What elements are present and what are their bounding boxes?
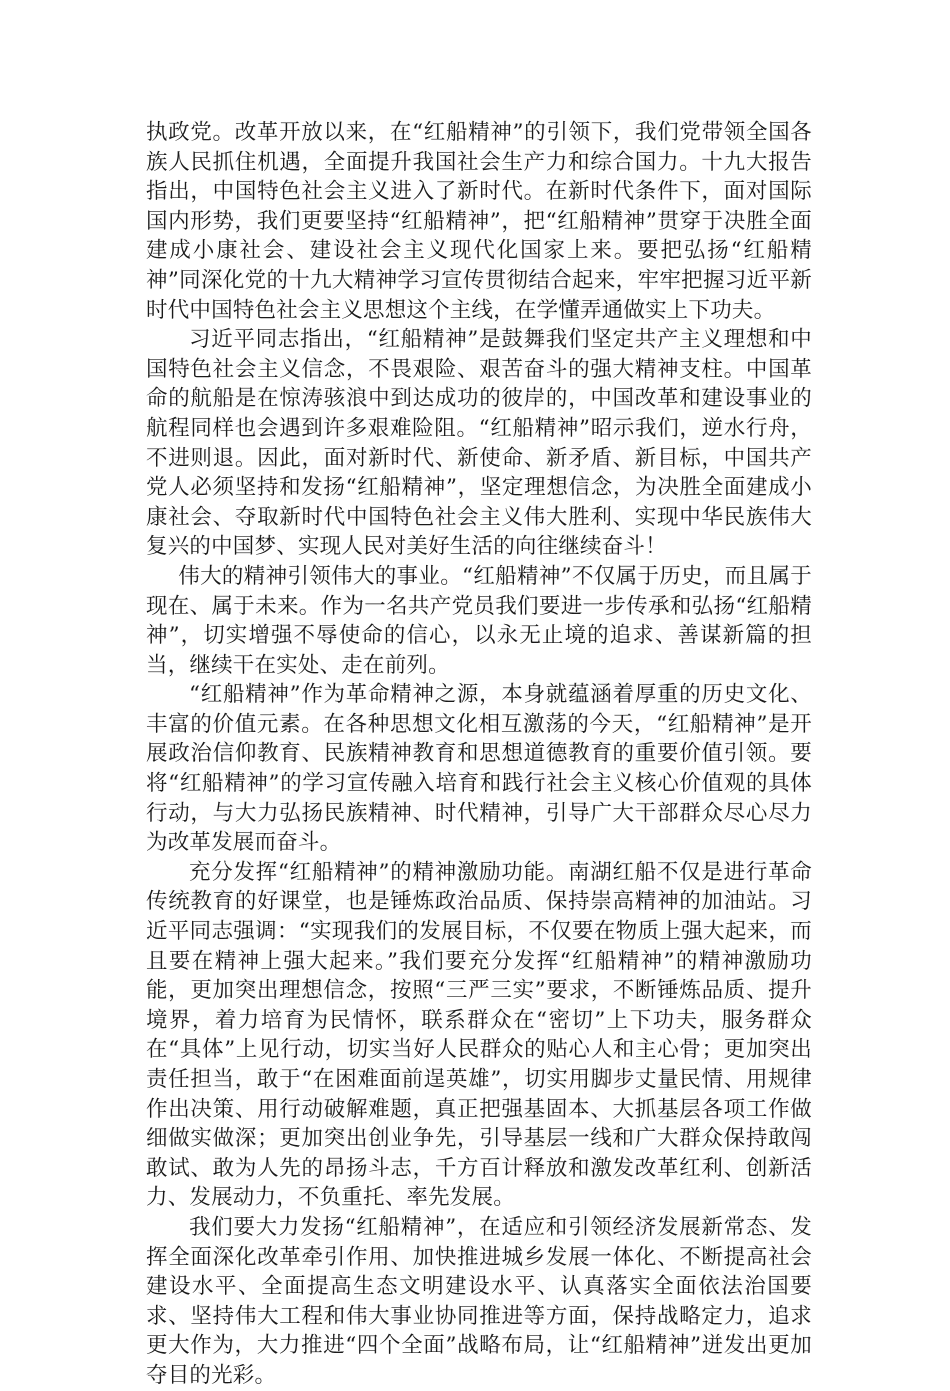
- document-body: [146, 118, 812, 1391]
- paragraph-great-spirit: 伟大的精神引领伟大的事业。“红船精神”不仅属于历史，而且属于现在、属于未来。作为一名共产党员我们要进一步传承和弘扬“红船精神”，切实增强不辱使命的信心，以永无止境的追求、善谋新篇的担当，继续干在实处、走在前列。: [146, 563, 812, 678]
- paragraph-continuation: 执政党。改革开放以来，在“红船精神”的引领下，我们党带领全国各族人民抓住机遇，全面提升我国社会生产力和综合国力。十九大报告指出，中国特色社会主义进入了新时代。在新时代条件下，面对国际国内形势，我们更要坚持“红船精神”，把“红船精神”贯穿于决胜全面建成小康社会、建设社会主义现代化国家上来。要把弘扬“红船精神”同深化党的十九大精神学习宣传贯彻结合起来，牢牢把握习近平新时代中国特色社会主义思想这个主线，在学懂弄通做实上下功夫。: [146, 120, 812, 323]
- paragraph-red-boat-pillar: 习近平同志指出，“红船精神”是鼓舞我们坚定共产主义理想和中国特色社会主义信念，不畏艰险、艰苦奋斗的强大精神支柱。中国革命的航船是在惊涛骇浪中到达成功的彼岸的，中国改革和建设事业的航程同样也会遇到许多艰难险阻。“红船精神”昭示我们，逆水行舟，不进则退。因此，面对新时代、新使命、新矛盾、新目标，中国共产党人必须坚持和发扬“红船精神”，坚定理想信念，为决胜全面建成小康社会、夺取新时代中国特色社会主义伟大胜利、实现中华民族伟大复兴的中国梦、实现人民对美好生活的向往继续奋斗！: [146, 327, 812, 560]
- paragraph-spiritual-motivation: 充分发挥“红船精神”的精神激励功能。南湖红船不仅是进行革命传统教育的好课堂，也是锤炼政治品质、保持崇高精神的加油站。习近平同志强调：“实现我们的发展目标，不仅要在物质上强大起来，而且要在精神上强大起来。”我们要充分发挥“红船精神”的精神激励功能，更加突出理想信念，按照“三严三实”要求，不断锤炼品质、提升境界，着力培育为民情怀，联系群众在“密切”上下功夫，服务群众在“具体”上见行动，切实当好人民群众的贴心人和主心骨；更加突出责任担当，敢于“在困难面前逞英雄”，切实用脚步丈量民情、用规律作出决策、用行动破解难题，真正把强基固本、大抓基层各项工作做细做实做深；更加突出创业争先，引导基层一线和广大群众保持敢闯敢试、敢为人先的昂扬斗志，千方百计释放和激发改革红利、创新活力、发展动力，不负重托、率先发展。: [146, 859, 812, 1211]
- paragraph-carry-forward: 我们要大力发扬“红船精神”，在适应和引领经济发展新常态、发挥全面深化改革牵引作用、加快推进城乡发展一体化、不断提高社会建设水平、全面提高生态文明建设水平、认真落实全面依法治国要求、坚持伟大工程和伟大事业协同推进等方面，保持战略定力，追求更大作为，大力推进“四个全面”战略布局，让“红船精神”迸发出更加夺目的光彩。: [146, 1214, 812, 1388]
- paragraph-value-guidance: “红船精神”作为革命精神之源，本身就蕴涵着厚重的历史文化、丰富的价值元素。在各种思想文化相互激荡的今天，“红船精神”是开展政治信仰教育、民族精神教育和思想道德教育的重要价值引领。要将“红船精神”的学习宣传融入培育和践行社会主义核心价值观的具体行动，与大力弘扬民族精神、时代精神，引导广大干部群众尽心尽力为改革发展而奋斗。: [146, 682, 812, 856]
